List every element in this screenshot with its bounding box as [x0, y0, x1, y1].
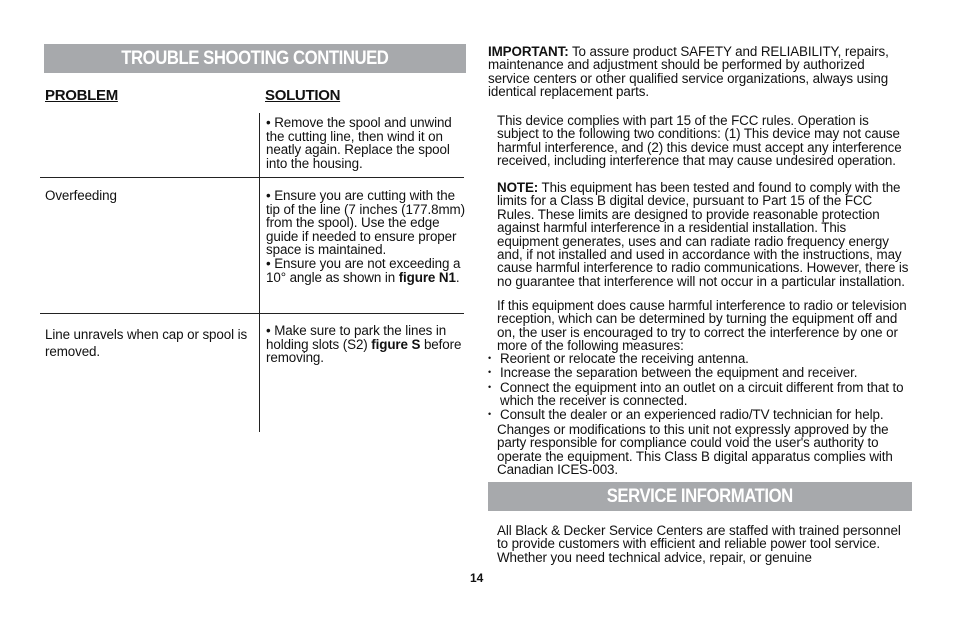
table-row: [266, 324, 464, 365]
solution-text: • Ensure you are not exceeding a 10° angle as shown in figure N1.: [266, 255, 461, 285]
trouble-shooting-header: TROUBLE SHOOTING CONTINUED: [44, 44, 466, 73]
problem-text: Line unravels when cap or spool is removed.: [45, 327, 248, 359]
service-paragraph: All Black & Decker Service Centers are staffed with trained personnel to provide customers with efficient and reliable power tool service. Whether you need technical advice, repair, or genuine: [497, 523, 901, 565]
table-row-divider: [40, 177, 464, 178]
changes-paragraph: Changes or modifications to this unit not expressly approved by the party responsible for compliance could void the user's authority to operate the equipment. This Class B digital apparatus complies with Canadian ICES-003.: [497, 422, 893, 478]
problem-column-header: PROBLEM: [45, 87, 118, 104]
table-row-divider: [40, 313, 464, 314]
important-paragraph: IMPORTANT: To assure product SAFETY and RELIABILITY, repairs, maintenance and adjustment should be performed by authorized service centers or other qualified service organizations, always using identical replacement parts.: [488, 44, 889, 100]
solution-column-header: SOLUTION: [265, 87, 341, 104]
table-row: [266, 116, 466, 170]
solution-text: • Make sure to park the lines in holding slots (S2) figure S before removing.: [266, 323, 462, 366]
table-column-divider: [259, 113, 260, 432]
figure-reference: figure N1: [398, 269, 456, 285]
fcc-paragraph: This device complies with part 15 of the FCC rules. Operation is subject to the following two conditions: (1) This device may not cause harmful interference, and (2) this device must accept any interference received, including interference that may cause undesired operation.: [497, 113, 902, 169]
problem-text: Overfeeding: [45, 188, 117, 203]
solution-text: • Ensure you are cutting with the tip of the line (7 inches (177.8mm) from the spool). Use the edge guide if needed to ensure proper space is maintained.: [266, 188, 465, 258]
figure-reference: figure S: [371, 336, 421, 352]
interference-paragraph: If this equipment does cause harmful interference to radio or television reception, which can be determined by turning the equipment off and on, the user is encouraged to try to correct the interference by one or more of the following measures:: [497, 298, 907, 354]
solution-text: • Remove the spool and unwind the cutting line, then wind it on neatly again. Replace the spool into the housing.: [266, 115, 452, 171]
page-number: 14: [470, 571, 484, 585]
table-row: [266, 189, 468, 284]
note-paragraph: NOTE: This equipment has been tested and found to comply with the limits for a Class B digital device, pursuant to Part 15 of the FCC Rules. These limits are designed to provide reasonable protection against harmful interference in a residential installation. This equipment generates, uses and can radiate radio frequency energy and, if not installed and used in accordance with the instructions, may cause harmful interference to radio communications. However, there is no guarantee that interference will not occur in a particular installation.: [497, 180, 909, 289]
service-information-header: SERVICE INFORMATION: [488, 482, 912, 511]
